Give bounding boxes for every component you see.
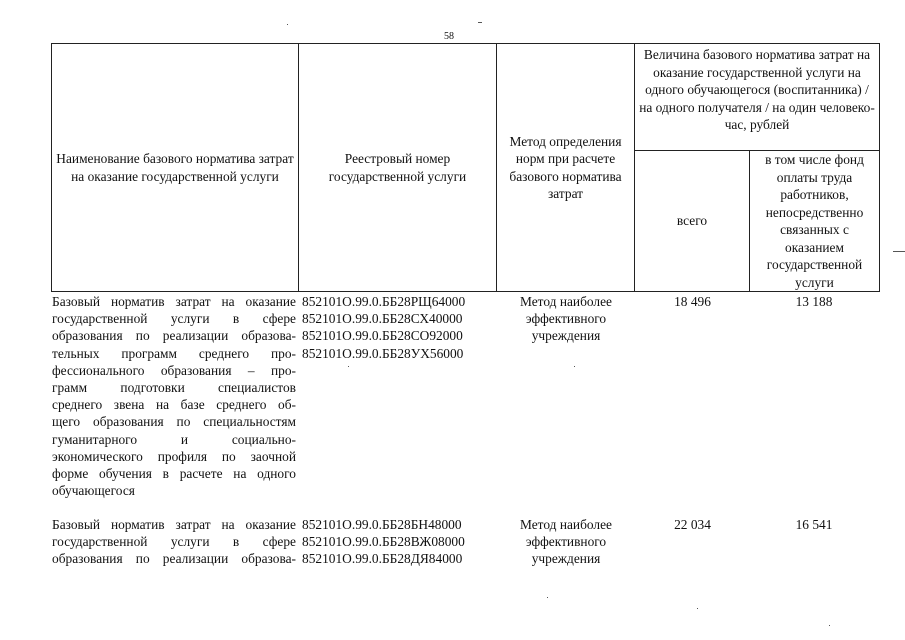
- scan-speck: [478, 22, 482, 23]
- row-2-total: 22 034: [674, 517, 711, 532]
- text-line: экономического профиля по заочной: [52, 448, 296, 464]
- header-name-of-norm: Наименование базового норматива затрат на оказание государственной услуги: [52, 44, 299, 292]
- table-header: [51, 43, 880, 292]
- row-1-name: [52, 293, 296, 499]
- text-line: государственной услуги в сфере: [52, 534, 296, 550]
- row-2-payroll-fund: 16 541: [795, 517, 833, 532]
- scan-speck: [547, 597, 548, 598]
- header-registry-number: Реестровый номер государственной услуги: [299, 44, 497, 292]
- header-norm-value: Величина базового норматива затрат на оказание государственной услуги на одного обучающегося (воспитанника) / на одного получателя / на один человеко-час, рублей: [635, 44, 880, 151]
- scan-speck: [574, 366, 575, 367]
- row-1-registry: 852101О.99.0.ББ28РЩ64000 852101О.99.0.ББ28СХ40000 852101О.99.0.ББ28СО92000 852101О.99.0.ББ28УХ56000: [302, 294, 466, 361]
- row-2-name: [52, 516, 296, 568]
- header-method: Метод определения норм при расчете базового норматива затрат: [497, 44, 635, 292]
- text-line: среднего звена на базе среднего об-: [52, 397, 296, 413]
- text-line: форме обучения в расчете на одного: [52, 466, 296, 482]
- text-line: грамм подготовки специалистов: [52, 380, 296, 396]
- page-number: 58: [444, 31, 454, 42]
- text-line: тельных программ среднего про-: [52, 345, 296, 361]
- scan-speck: [287, 24, 288, 25]
- header-payroll-fund: в том числе фонд оплаты труда работников, непосредственно связанных с оказанием государственной услуги: [750, 151, 880, 292]
- header-total: всего: [635, 151, 750, 292]
- text-line: щего образования по специальностям: [52, 414, 296, 430]
- row-1-payroll-fund: 13 188: [795, 294, 833, 309]
- scan-speck: [893, 251, 905, 252]
- scan-speck: [348, 366, 349, 367]
- scan-speck: [829, 625, 830, 626]
- text-line: образования по реализации образова-: [52, 328, 296, 344]
- text-line: гуманитарного и социально-: [52, 431, 296, 447]
- text-line: Базовый норматив затрат на оказание: [52, 517, 296, 532]
- text-line: образования по реализации образова-: [52, 551, 296, 567]
- text-line: Базовый норматив затрат на оказание: [52, 294, 296, 309]
- row-1-method: Метод наиболее эффективного учреждения: [520, 294, 612, 344]
- text-line: фессионального образования – про-: [52, 362, 296, 378]
- row-1-total: 18 496: [674, 294, 711, 309]
- text-line: обучающегося: [52, 483, 135, 499]
- row-2-registry: 852101О.99.0.ББ28БН48000 852101О.99.0.ББ28ВЖ08000 852101О.99.0.ББ28ДЯ84000: [302, 517, 465, 567]
- scan-speck: [697, 608, 698, 609]
- text-line: государственной услуги в сфере: [52, 311, 296, 327]
- row-2-method: Метод наиболее эффективного учреждения: [520, 517, 612, 567]
